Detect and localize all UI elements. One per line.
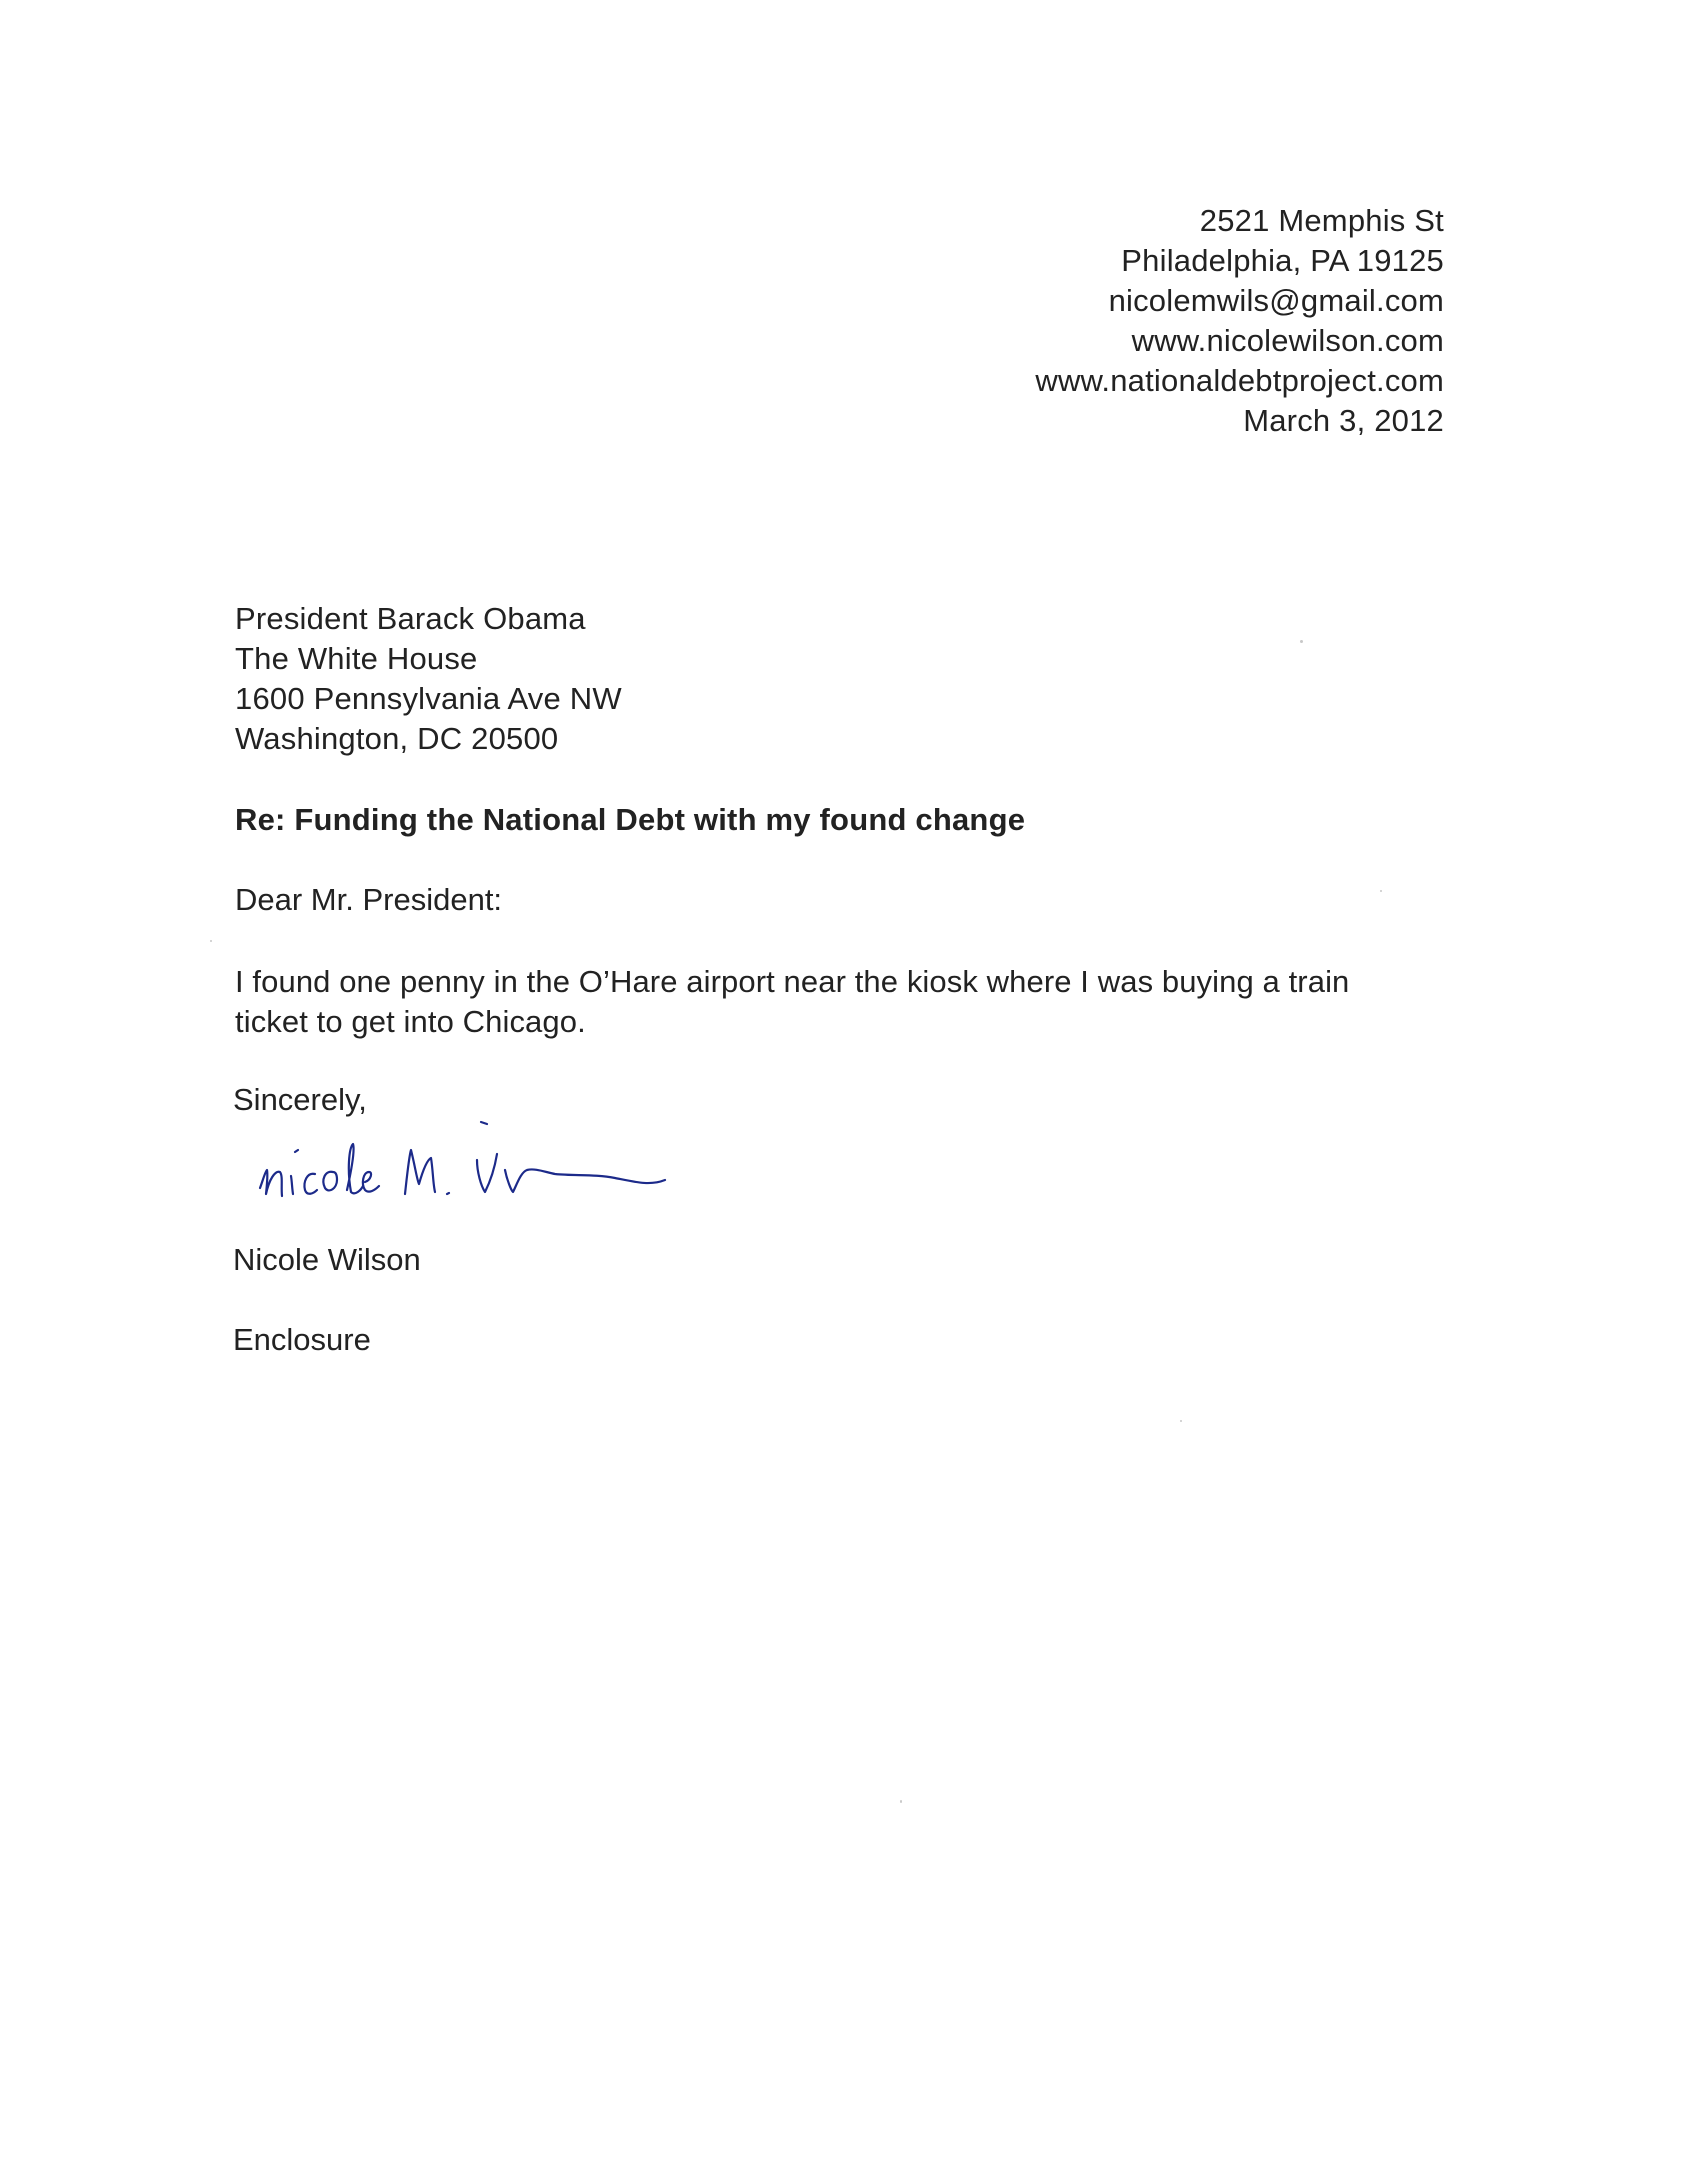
body-line-2: ticket to get into Chicago. (235, 1004, 586, 1039)
scan-speck (1180, 1420, 1182, 1422)
recipient-org: The White House (235, 641, 478, 676)
recipient-city-state-zip: Washington, DC 20500 (235, 721, 559, 756)
scan-speck (1300, 640, 1303, 643)
letter-body (235, 962, 1465, 1042)
recipient-name: President Barack Obama (235, 601, 586, 636)
scan-speck (210, 940, 212, 942)
scan-speck (1380, 890, 1382, 892)
sender-website-personal: www.nicolewilson.com (1131, 323, 1444, 358)
sender-address-block (1035, 201, 1444, 441)
closing: Sincerely, (233, 1082, 367, 1117)
body-line-1: I found one penny in the O’Hare airport near the kiosk where I was buying a train (235, 964, 1350, 999)
handwritten-signature (255, 1110, 725, 1220)
signer-name: Nicole Wilson (233, 1242, 421, 1277)
sender-website-project: www.nationaldebtproject.com (1035, 363, 1444, 398)
sender-street: 2521 Memphis St (1199, 203, 1444, 238)
letter-date: March 3, 2012 (1243, 403, 1444, 438)
recipient-street: 1600 Pennsylvania Ave NW (235, 681, 622, 716)
scan-speck (900, 1800, 902, 1803)
salutation: Dear Mr. President: (235, 882, 503, 917)
recipient-address-block (235, 599, 622, 759)
enclosure-notation: Enclosure (233, 1322, 371, 1357)
sender-email: nicolemwils@gmail.com (1108, 283, 1444, 318)
subject-line: Re: Funding the National Debt with my found change (235, 802, 1026, 837)
sender-city-state-zip: Philadelphia, PA 19125 (1121, 243, 1444, 278)
